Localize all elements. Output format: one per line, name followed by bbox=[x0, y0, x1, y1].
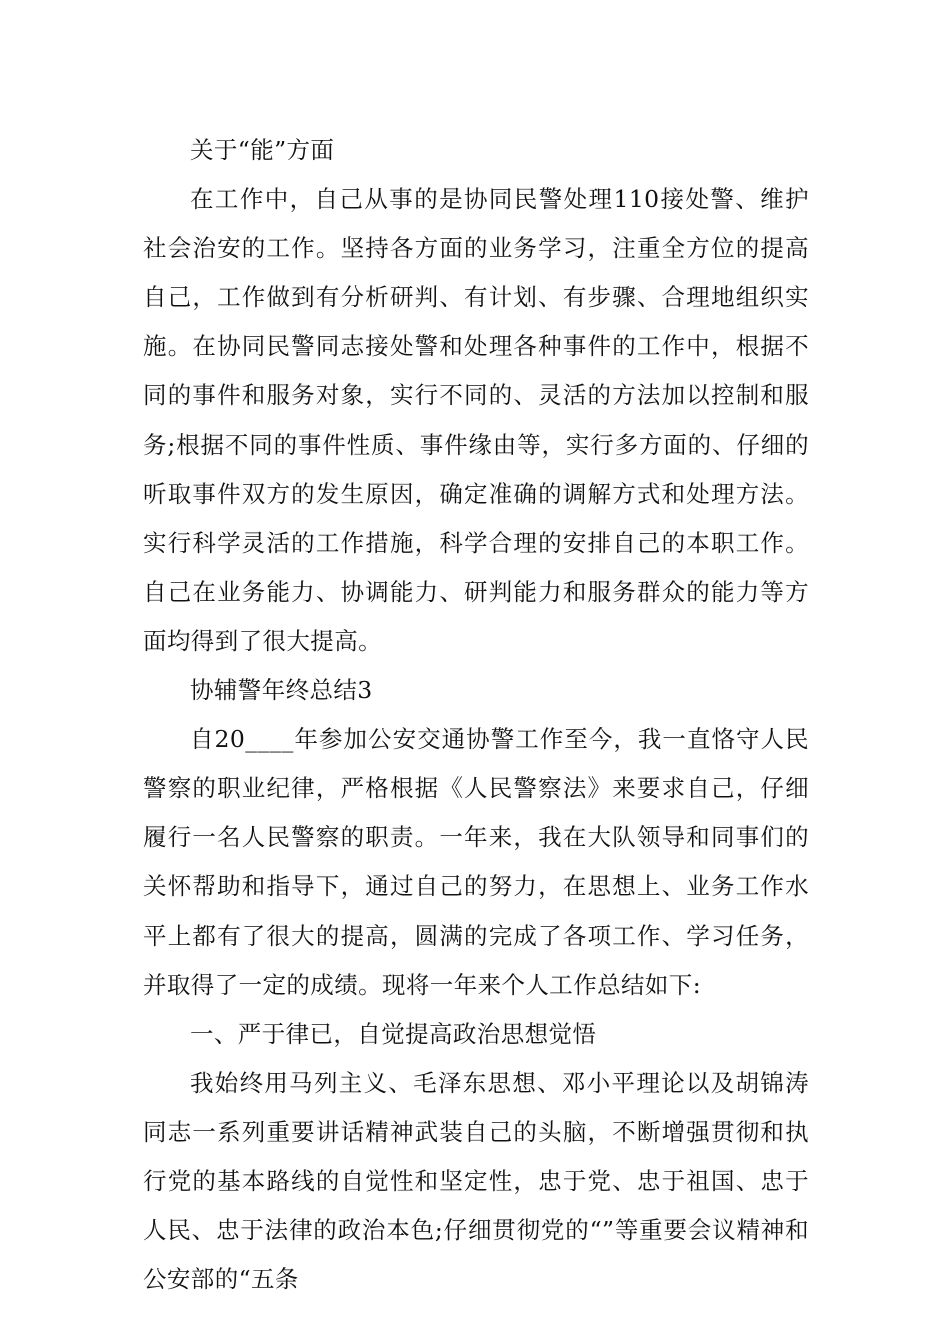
document-body bbox=[143, 126, 809, 1304]
paragraph-intro: 自20____年参加公安交通协警工作至今，我一直恪守人民警察的职业纪律，严格根据《人民警察法》来要求自己，仔细履行一名人民警察的职责。一年来，我在大队领导和同事们的关怀帮助和指导下，通过自己的努力，在思想上、业务工作水平上都有了很大的提高，圆满的完成了各项工作、学习任务，并取得了一定的成绩。现将一年来个人工作总结如下: bbox=[143, 725, 809, 999]
section-heading-discipline: 一、严于律已，自觉提高政治思想觉悟 bbox=[190, 1019, 597, 1048]
section-heading-neng: 关于“能”方面 bbox=[190, 136, 335, 164]
paragraph-political: 我始终用马列主义、毛泽东思想、邓小平理论以及胡锦涛同志一系列重要讲话精神武装自己的头脑，不断增强贯彻和执行党的基本路线的自觉性和坚定性，忠于党、忠于祖国、忠于人民、忠于法律的政治本色;仔细贯彻党的“”等重要会议精神和公安部的“五条 bbox=[143, 1068, 809, 1294]
document-title-summary-3: 协辅警年终总结3 bbox=[190, 676, 373, 705]
paragraph-work-ability: 在工作中，自己从事的是协同民警处理110接处警、维护社会治安的工作。坚持各方面的业务学习，注重全方位的提高自己，工作做到有分析研判、有计划、有步骤、合理地组织实施。在协同民警同志接处警和处理各种事件的工作中，根据不同的事件和服务对象，实行不同的、灵活的方法加以控制和服务;根据不同的事件性质、事件缘由等，实行多方面的、仔细的听取事件双方的发生原因，确定准确的调解方式和处理方法。实行科学灵活的工作措施，科学合理的安排自己的本职工作。自己在业务能力、协调能力、研判能力和服务群众的能力等方面均得到了很大提高。 bbox=[143, 185, 809, 655]
